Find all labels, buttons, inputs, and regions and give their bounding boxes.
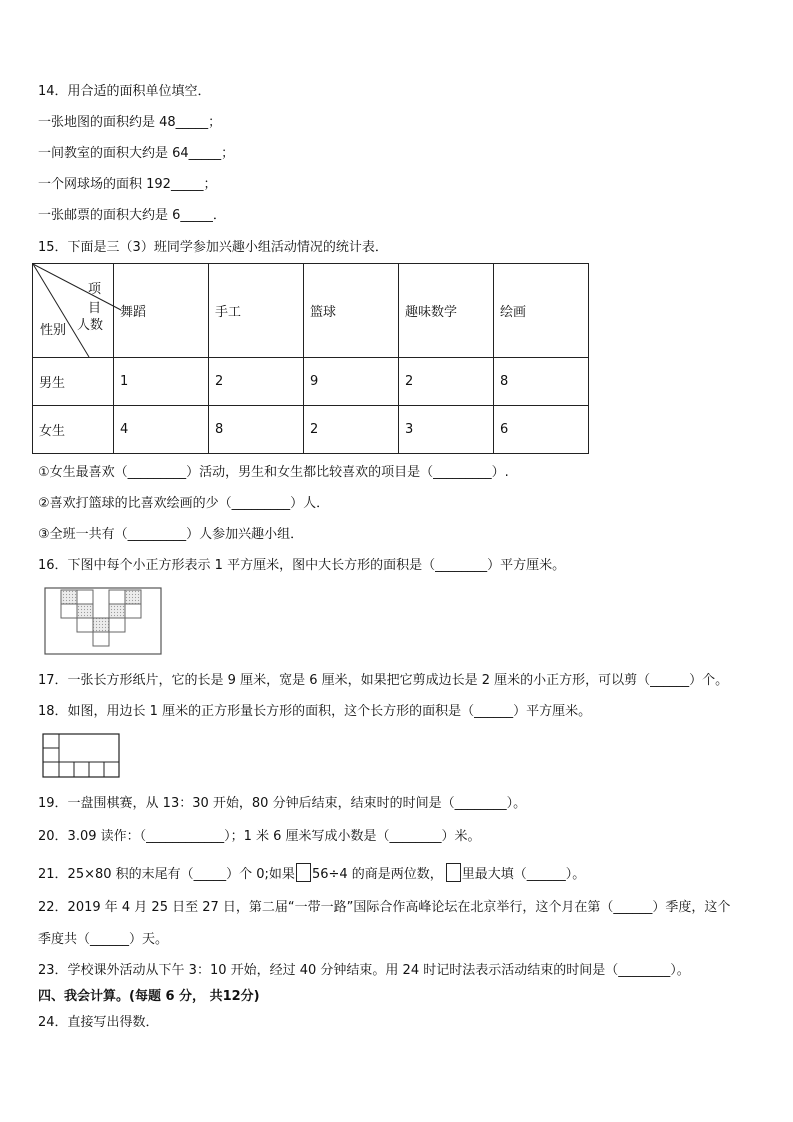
blank-square-icon (296, 863, 311, 882)
table-cell: 9 (304, 358, 399, 406)
q21-text (38, 863, 585, 883)
q15-question-3: ③全班一共有（_________）人参加兴趣小组． (38, 527, 304, 542)
table-cell: 8 (209, 406, 304, 454)
corner-label-gender: 性别 (40, 323, 67, 338)
table-cell: 8 (494, 358, 589, 406)
q19-text: 19．一盘围棋赛，从 13：30 开始，80 分钟后结束，结束时的时间是（________）。 (38, 796, 527, 811)
q23-text: 23．学校课外活动从下午 3：10 开始，经过 40 分钟结束。用 24 时记时法表示活动结束的时间是（________）。 (38, 963, 690, 978)
q22-line-1: 22．2019 年 4 月 25 日至 27 日，第二届“一带一路”国际合作高峰论坛在北京举行，这个月在第（______）季度，这个 (38, 900, 731, 915)
header-painting: 绘画 (494, 264, 589, 358)
q14-item-4: 一张邮票的面积大约是 6_____． (38, 208, 226, 223)
q18-rectangle-figure (42, 733, 122, 779)
table-cell: 3 (399, 406, 494, 454)
section-4-heading: 四、我会计算。(每题 6 分， 共12分) (38, 989, 260, 1004)
table-cell: 2 (304, 406, 399, 454)
q14-item-3: 一个网球场的面积 192_____； (38, 177, 217, 192)
q18-text: 18．如图，用边长 1 厘米的正方形量长方形的面积，这个长方形的面积是（______）平方厘米。 (38, 704, 592, 719)
q15-question-2: ②喜欢打篮球的比喜欢绘画的少（_________）人． (38, 496, 330, 511)
table-cell: 6 (494, 406, 589, 454)
q14-item-1: 一张地图的面积约是 48_____； (38, 115, 222, 130)
table-corner-cell (33, 264, 114, 358)
q22-line-2: 季度共（______）天。 (38, 932, 169, 947)
table-row-girls (33, 406, 589, 454)
q24-text: 24．直接写出得数． (38, 1015, 159, 1030)
header-fun-math: 趣味数学 (399, 264, 494, 358)
row-label-girls: 女生 (33, 406, 114, 454)
q21-part-3: 里最大填（______）。 (461, 867, 586, 882)
q21-part-1: 21．25×80 积的末尾有（_____）个 0;如果 (38, 867, 295, 882)
q14-item-2: 一间教室的面积大约是 64_____； (38, 146, 235, 161)
header-basketball: 篮球 (304, 264, 399, 358)
q14-title: 14．用合适的面积单位填空． (38, 84, 211, 99)
table-cell: 2 (399, 358, 494, 406)
table-cell: 2 (209, 358, 304, 406)
q15-question-1: ①女生最喜欢（_________）活动，男生和女生都比较喜欢的项目是（_________）. (38, 465, 509, 480)
table-cell: 1 (114, 358, 209, 406)
table-row-boys (33, 358, 589, 406)
blank-square-icon (446, 863, 461, 882)
q20-text: 20．3.09 读作：（____________）；1 米 6 厘米写成小数是（________）米。 (38, 829, 481, 844)
header-dance: 舞蹈 (114, 264, 209, 358)
stats-table (32, 263, 589, 454)
table-cell: 4 (114, 406, 209, 454)
corner-label-count: 人数 (77, 318, 104, 333)
row-label-boys: 男生 (33, 358, 114, 406)
corner-label-project: 项目 (88, 282, 102, 316)
q17-text: 17．一张长方形纸片，它的长是 9 厘米，宽是 6 厘米，如果把它剪成边长是 2 厘米的小正方形，可以剪（______）个。 (38, 673, 729, 688)
q16-text: 16．下图中每个小正方形表示 1 平方厘米，图中大长方形的面积是（________）平方厘米。 (38, 558, 566, 573)
q21-part-2: 56÷4 的商是两位数， (311, 867, 443, 882)
q16-grid-figure (44, 587, 164, 657)
q15-title: 15．下面是三（3）班同学参加兴趣小组活动情况的统计表． (38, 240, 388, 255)
header-handcraft: 手工 (209, 264, 304, 358)
